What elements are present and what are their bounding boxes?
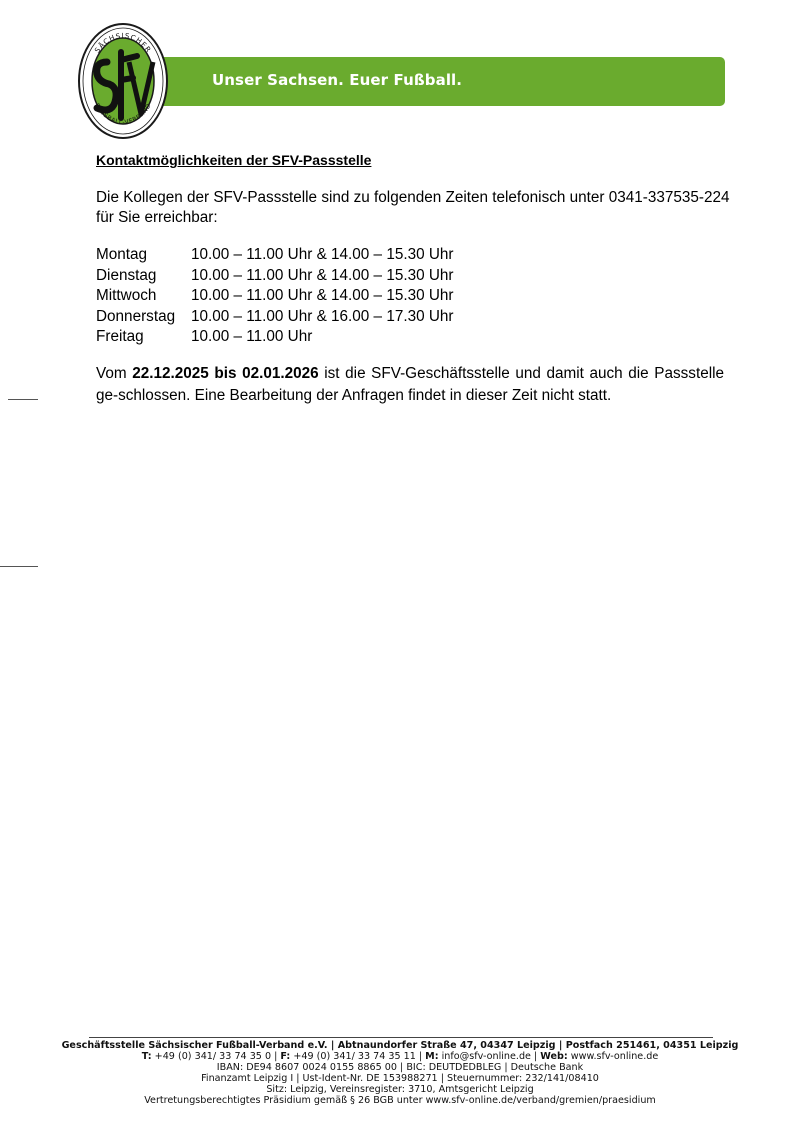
closure-prefix: Vom bbox=[96, 365, 133, 382]
sfv-logo bbox=[77, 22, 169, 140]
schedule-day: Donnerstag bbox=[96, 307, 176, 325]
closure-date-to: 02.01.2026 bbox=[242, 365, 319, 382]
footer-phone: +49 (0) 341/ 33 74 35 0 | bbox=[151, 1051, 281, 1062]
footer-contact bbox=[50, 1051, 750, 1062]
schedule-day: Montag bbox=[96, 246, 148, 263]
svg-text:FUSSBALL-VERBAND: FUSSBALL-VERBAND bbox=[93, 102, 153, 127]
schedule-day: Mittwoch bbox=[96, 287, 157, 304]
footer-divider bbox=[89, 1037, 713, 1038]
footer-fax-label: F: bbox=[280, 1051, 291, 1062]
schedule-row bbox=[96, 266, 454, 287]
schedule-row bbox=[96, 286, 454, 307]
schedule-hours: 10.00 – 11.00 Uhr bbox=[191, 328, 313, 345]
footer-presidium: Vertretungsberechtigtes Präsidium gemäß § 26 BGB unter www.sfv-online.de/verband/gremien/praesidium bbox=[144, 1095, 656, 1106]
fold-mark bbox=[8, 399, 38, 400]
footer-phone-label: T: bbox=[141, 1051, 152, 1062]
schedule-row bbox=[96, 245, 454, 266]
footer-registry: Sitz: Leipzig, Vereinsregister: 3710, Amtsgericht Leipzig bbox=[266, 1084, 534, 1095]
closure-date-from: 22.12.2025 bbox=[132, 365, 209, 382]
schedule-row bbox=[96, 307, 454, 328]
footer-mail: info@sfv-online.de | bbox=[438, 1051, 541, 1062]
footer-bank: IBAN: DE94 8607 0024 0155 8865 00 | BIC: DEUTDEDBLEG | Deutsche Bank bbox=[216, 1062, 584, 1073]
closure-notice bbox=[96, 363, 724, 407]
footer-web-label: Web: bbox=[540, 1051, 568, 1062]
schedule-hours: 10.00 – 11.00 Uhr & 14.00 – 15.30 Uhr bbox=[191, 266, 454, 284]
svg-text:SÄCHSISCHER: SÄCHSISCHER bbox=[93, 31, 153, 55]
schedule-hours: 10.00 – 11.00 Uhr & 14.00 – 15.30 Uhr bbox=[191, 287, 454, 304]
punch-mark bbox=[0, 566, 38, 567]
schedule-table bbox=[96, 245, 454, 348]
footer-fax: +49 (0) 341/ 33 74 35 11 | bbox=[290, 1051, 426, 1062]
footer-address: Geschäftsstelle Sächsischer Fußball-Verband e.V. | Abtnaundorfer Straße 47, 04347 Leipzig | Postfach 251461, 04351 Leipzig bbox=[61, 1040, 739, 1051]
footer-mail-label: M: bbox=[425, 1051, 439, 1062]
intro-paragraph: Die Kollegen der SFV-Passstelle sind zu folgenden Zeiten telefonisch unter 0341-337535-224 für Sie erreichbar: bbox=[96, 189, 730, 226]
header-slogan: Unser Sachsen. Euer Fußball. bbox=[212, 71, 463, 89]
schedule-hours: 10.00 – 11.00 Uhr & 14.00 – 15.30 Uhr bbox=[191, 246, 454, 263]
page-title: Kontaktmöglichkeiten der SFV-Passstelle bbox=[96, 152, 372, 168]
footer-web: www.sfv-online.de bbox=[567, 1051, 659, 1062]
schedule-hours: 10.00 – 11.00 Uhr & 16.00 – 17.30 Uhr bbox=[191, 307, 454, 325]
closure-bis: bis bbox=[208, 365, 243, 382]
schedule-day: Freitag bbox=[96, 328, 144, 345]
footer bbox=[50, 1040, 750, 1106]
schedule-day: Dienstag bbox=[96, 266, 157, 284]
footer-tax: Finanzamt Leipzig I | Ust-Ident-Nr. DE 153988271 | Steuernummer: 232/141/08410 bbox=[201, 1073, 599, 1084]
schedule-row bbox=[96, 327, 454, 348]
closure-suffix: ist die SFV-Geschäftsstelle und damit auch die Passstelle ge-schlossen. Eine Bearbeitung der Anfragen findet in dieser Zeit nicht statt. bbox=[96, 365, 725, 404]
